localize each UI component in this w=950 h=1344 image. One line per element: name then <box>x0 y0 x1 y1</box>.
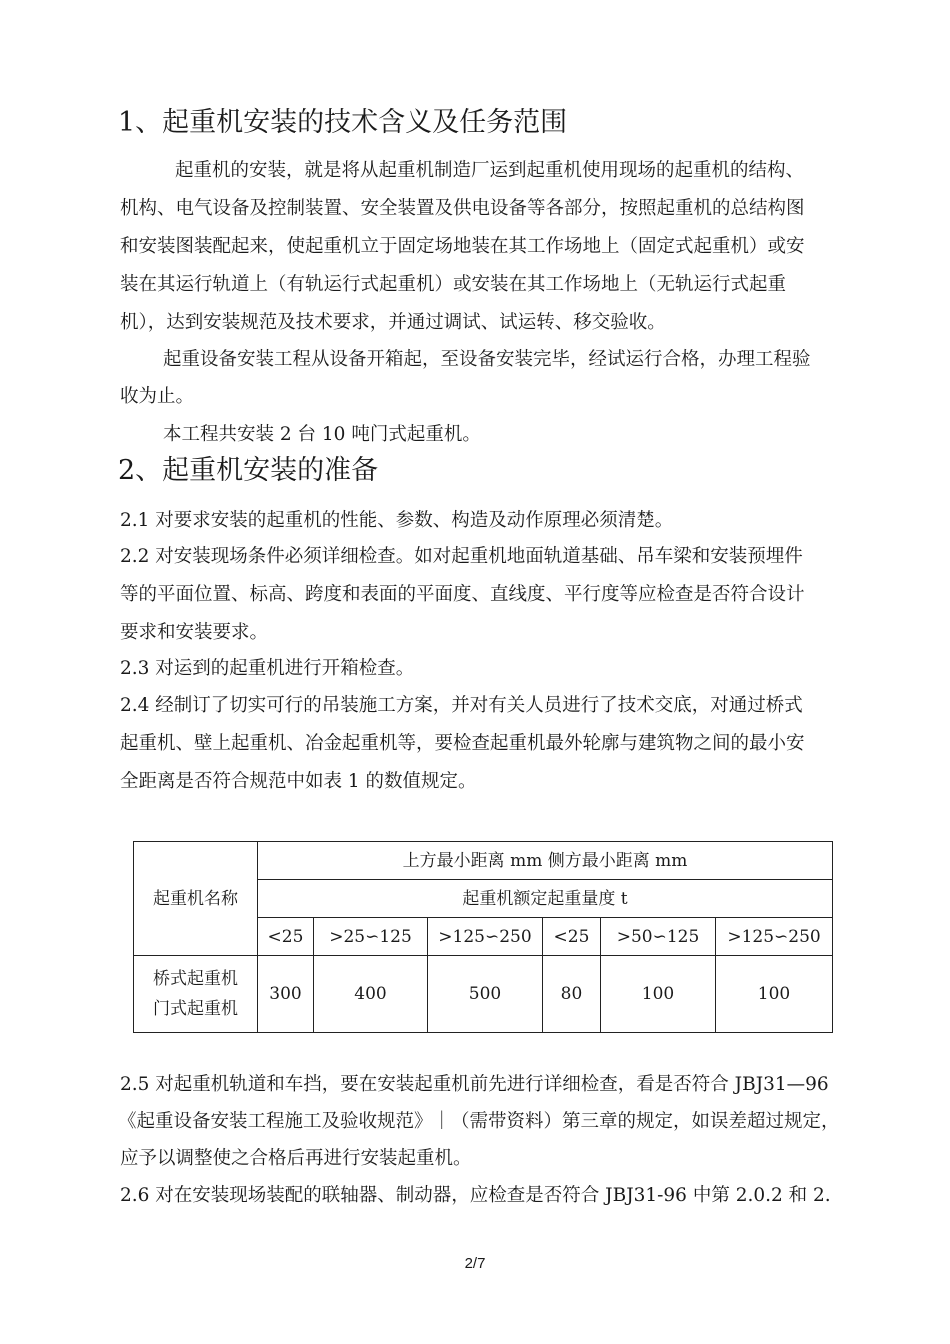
table-sub-header: 起重机额定起重量度 t <box>258 880 833 918</box>
table-name-header: 起重机名称 <box>134 842 258 956</box>
section1-p2-line1: 起重设备安装工程从设备开箱起，至设备安装完毕，经试运行合格，办理工程验 <box>163 349 811 370</box>
table-range-5: >50∽125 <box>601 918 716 956</box>
item-2-6-line1: 2.6 对在安装现场装配的联轴器、制动器，应检查是否符合 JBJ31-96 中第 2.0.2 和 2. <box>120 1185 831 1206</box>
table-range-3: >125∽250 <box>428 918 543 956</box>
table-range-6: >125∽250 <box>716 918 833 956</box>
section1-p1-line3: 和安装图装配起来，使起重机立于固定场地装在其工作场地上（固定式起重机）或安 <box>120 236 805 257</box>
table-value-4: 80 <box>543 956 601 1033</box>
section1-p1-line2: 机构、电气设备及控制装置、安全装置及供电设备等各部分，按照起重机的总结构图 <box>120 198 805 219</box>
table-row-name-bridge: 桥式起重机 <box>153 969 238 989</box>
item-2-4-line2: 起重机、壁上起重机、冶金起重机等，要检查起重机最外轮廓与建筑物之间的最小安 <box>120 733 805 754</box>
table-value-3: 500 <box>428 956 543 1033</box>
item-2-3: 2.3 对运到的起重机进行开箱检查。 <box>120 658 415 679</box>
item-2-5-line1: 2.5 对起重机轨道和车挡，要在安装起重机前先进行详细检查，看是否符合 JBJ31—96 <box>120 1074 829 1095</box>
table-value-1: 300 <box>258 956 314 1033</box>
item-2-1: 2.1 对要求安装的起重机的性能、参数、构造及动作原理必须清楚。 <box>120 510 674 531</box>
section1-p1-line1: 起重机的安装，就是将从起重机制造厂运到起重机使用现场的起重机的结构、 <box>175 160 805 181</box>
item-2-4-line3: 全距离是否符合规范中如表 1 的数值规定。 <box>120 771 477 792</box>
table-range-4: <25 <box>543 918 601 956</box>
page-number: 2/7 <box>464 1255 486 1272</box>
table-range-2: >25∽125 <box>314 918 428 956</box>
table-row-name-gantry: 门式起重机 <box>153 999 238 1019</box>
table-top-header: 上方最小距离 mm 侧方最小距离 mm <box>258 842 833 880</box>
table-row-names <box>134 956 258 1033</box>
table-value-2: 400 <box>314 956 428 1033</box>
section1-p2-line2: 收为止。 <box>120 386 195 407</box>
item-2-5-line2: 《起重设备安装工程施工及验收规范》｜（需带资料）第三章的规定，如误差超过规定， <box>118 1111 840 1132</box>
section1-p3: 本工程共安装 2 台 10 吨门式起重机。 <box>163 424 481 445</box>
section2-heading: 2、起重机安装的准备 <box>118 455 379 486</box>
section1-heading: 1、起重机安装的技术含义及任务范围 <box>118 107 568 138</box>
table-value-6: 100 <box>716 956 833 1033</box>
item-2-2-line2: 等的平面位置、标高、跨度和表面的平面度、直线度、平行度等应检查是否符合设计 <box>120 584 805 605</box>
item-2-5-line3: 应予以调整使之合格后再进行安装起重机。 <box>120 1148 472 1169</box>
item-2-2-line1: 2.2 对安装现场条件必须详细检查。如对起重机地面轨道基础、吊车梁和安装预埋件 <box>120 546 803 567</box>
table-value-5: 100 <box>601 956 716 1033</box>
item-2-4-line1: 2.4 经制订了切实可行的吊装施工方案，并对有关人员进行了技术交底，对通过桥式 <box>120 695 803 716</box>
section1-p1-line5: 机），达到安装规范及技术要求，并通过调试、试运转、移交验收。 <box>120 312 666 333</box>
clearance-table <box>133 841 833 1033</box>
table-range-1: <25 <box>258 918 314 956</box>
item-2-2-line3: 要求和安装要求。 <box>120 622 269 643</box>
section1-p1-line4: 装在其运行轨道上（有轨运行式起重机）或安装在其工作场地上（无轨运行式起重 <box>120 274 787 295</box>
